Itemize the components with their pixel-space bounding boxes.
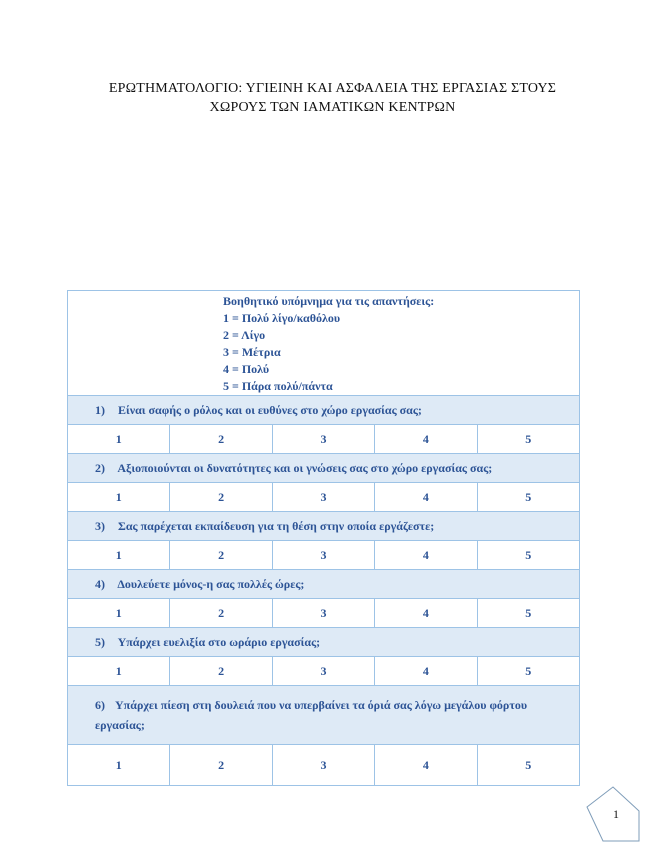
answer-option-3[interactable]: 3: [272, 541, 374, 570]
answer-option-5[interactable]: 5: [477, 657, 579, 686]
legend-item: 2 = Λίγο: [223, 328, 266, 342]
question-text: Υπάρχει ευελιξία στο ωράριο εργασίας;: [117, 634, 321, 649]
question-number: 1): [95, 402, 105, 417]
legend-item: 5 = Πάρα πολύ/πάντα: [223, 379, 333, 393]
answer-option-2[interactable]: 2: [170, 483, 272, 512]
answer-option-4[interactable]: 4: [375, 657, 477, 686]
question-number: 5): [95, 634, 105, 649]
answer-option-5[interactable]: 5: [477, 425, 579, 454]
answer-option-4[interactable]: 4: [375, 425, 477, 454]
question-6: [68, 686, 580, 745]
legend-cell: [68, 291, 580, 396]
question-2: [68, 454, 580, 483]
answer-option-3[interactable]: 3: [272, 599, 374, 628]
question-number: 2): [95, 460, 105, 475]
answer-option-1[interactable]: 1: [68, 657, 170, 686]
answer-option-1[interactable]: 1: [68, 483, 170, 512]
questionnaire-table: [67, 290, 580, 786]
answer-option-2[interactable]: 2: [170, 745, 272, 786]
question-3: [68, 512, 580, 541]
document-title: [40, 79, 625, 117]
answer-option-2[interactable]: 2: [170, 657, 272, 686]
answer-option-5[interactable]: 5: [477, 541, 579, 570]
question-text: Σας παρέχεται εκπαίδευση για τη θέση στην οποία εργάζεστε;: [118, 518, 435, 533]
question-4: [68, 570, 580, 599]
question-text: Δουλεύετε μόνος-η σας πολλές ώρες;: [117, 576, 305, 591]
answer-option-2[interactable]: 2: [170, 425, 272, 454]
answer-option-1[interactable]: 1: [68, 599, 170, 628]
legend-heading: Βοηθητικό υπόμνημα για τις απαντήσεις:: [223, 294, 435, 308]
answer-option-1[interactable]: 1: [68, 425, 170, 454]
answer-option-3[interactable]: 3: [272, 745, 374, 786]
answer-option-5[interactable]: 5: [477, 745, 579, 786]
title-line-1: ΕΡΩΤΗΜΑΤΟΛΟΓΙΟ: ΥΓΙΕΙΝΗ ΚΑΙ ΑΣΦΑΛΕΙΑ ΤΗΣ ΕΡΓΑΣΙΑΣ ΣΤΟΥΣ: [108, 81, 557, 96]
question-number: 4): [95, 576, 105, 591]
answer-option-3[interactable]: 3: [272, 483, 374, 512]
question-number: 6): [95, 698, 105, 712]
answer-option-3[interactable]: 3: [272, 657, 374, 686]
answer-option-4[interactable]: 4: [375, 541, 477, 570]
legend-item: 3 = Μέτρια: [223, 345, 281, 359]
question-text: Υπάρχει πίεση στη δουλειά που να υπερβαίνει τα όριά σας λόγω μεγάλου φόρτου εργασίας;: [95, 698, 528, 732]
answer-option-4[interactable]: 4: [375, 599, 477, 628]
question-5: [68, 628, 580, 657]
answer-option-5[interactable]: 5: [477, 483, 579, 512]
answer-option-2[interactable]: 2: [170, 599, 272, 628]
question-1: [68, 396, 580, 425]
answer-option-4[interactable]: 4: [375, 745, 477, 786]
question-text: Αξιοποιούνται οι δυνατότητες και οι γνώσεις σας στο χώρο εργασίας σας;: [117, 460, 493, 475]
question-text: Είναι σαφής ο ρόλος και οι ευθύνες στο χώρο εργασίας σας;: [118, 402, 422, 417]
answer-option-4[interactable]: 4: [375, 483, 477, 512]
answer-option-1[interactable]: 1: [68, 745, 170, 786]
page-number: 1: [613, 807, 619, 821]
question-number: 3): [95, 518, 105, 533]
legend-item: 1 = Πολύ λίγο/καθόλου: [223, 311, 341, 325]
answer-option-5[interactable]: 5: [477, 599, 579, 628]
legend-item: 4 = Πολύ: [223, 362, 270, 376]
answer-option-2[interactable]: 2: [170, 541, 272, 570]
answer-option-1[interactable]: 1: [68, 541, 170, 570]
title-line-2: ΧΩΡΟΥΣ ΤΩΝ ΙΑΜΑΤΙΚΩΝ ΚΕΝΤΡΩΝ: [209, 100, 456, 115]
page-number-badge: [585, 785, 641, 843]
answer-option-3[interactable]: 3: [272, 425, 374, 454]
